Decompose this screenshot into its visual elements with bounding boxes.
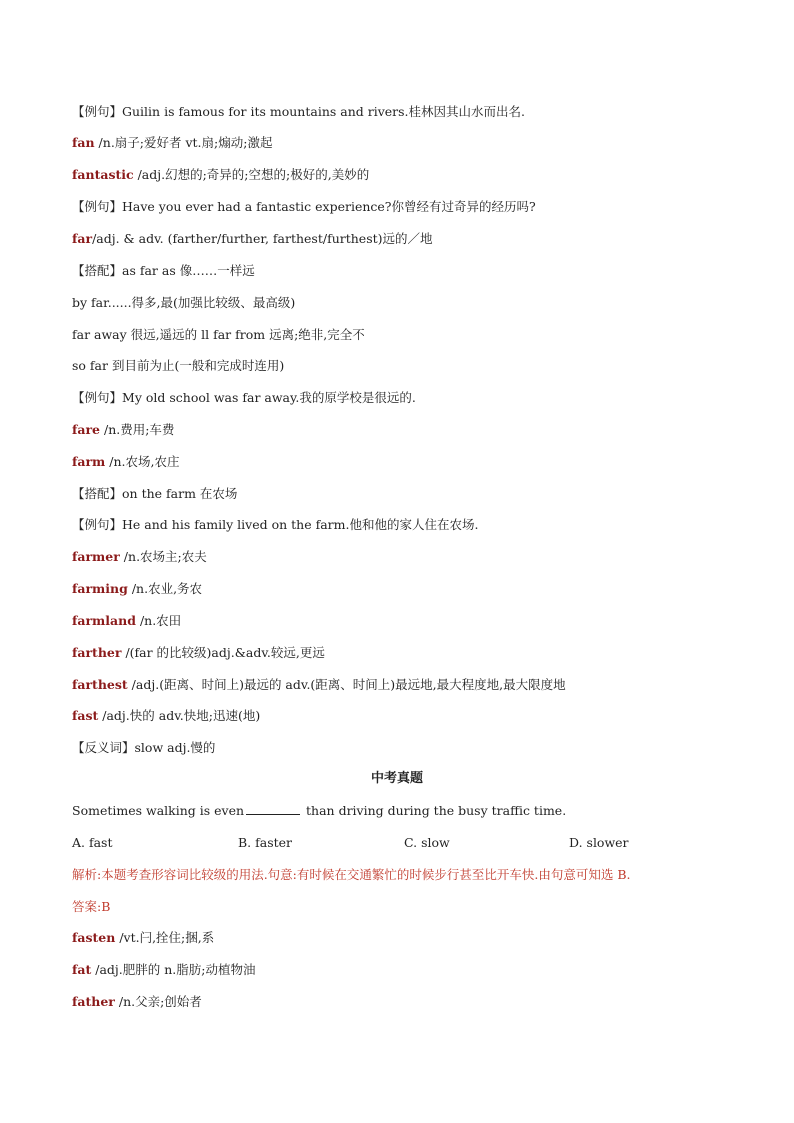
label: 【例句】 — [72, 199, 123, 214]
collocation-line: 【搭配】on the farm 在农场 — [72, 486, 238, 501]
headword: farther — [72, 645, 122, 660]
collocation-line: by far......得多,最(加强比较级、最高级) — [72, 295, 296, 310]
headword: farming — [72, 581, 128, 596]
exam-answer: 答案:B — [72, 899, 111, 914]
headword: farmland — [72, 613, 136, 628]
headword: fare — [72, 422, 101, 437]
entry-fantastic: fantastic /adj.幻想的;奇异的;空想的;极好的,美妙的 — [72, 167, 370, 182]
entry-far: far/adj. & adv. (farther/further, farthest/furthest)远的／地 — [72, 231, 433, 246]
label: 【搭配】 — [72, 263, 123, 278]
entry-fat: fat /adj.肥胖的 n.脂肪;动植物油 — [72, 962, 256, 977]
entry-farm: farm /n.农场,农庄 — [72, 454, 180, 469]
headword: farthest — [72, 677, 128, 692]
exam-heading: 中考真题 — [370, 771, 423, 786]
exam-analysis: 解析:本题考查形容词比较级的用法.句意:有时候在交通繁忙的时候步行甚至比开车快.由句意可知选 B. — [72, 867, 631, 882]
option-d: D. slower — [569, 835, 629, 850]
antonym-line: 【反义词】slow adj.慢的 — [72, 740, 216, 755]
example-line: 【例句】Have you ever had a fantastic experience?你曾经有过奇异的经历吗? — [72, 199, 536, 214]
collocation-line: 【搭配】as far as 像……一样远 — [72, 263, 255, 278]
example-line: 【例句】Guilin is famous for its mountains and rivers.桂林因其山水而出名. — [72, 104, 526, 119]
example-line: 【例句】My old school was far away.我的原学校是很远的. — [72, 390, 416, 405]
entry-fasten: fasten /vt.闩,拴住;捆,系 — [72, 930, 215, 945]
label: 【例句】 — [72, 104, 123, 119]
option-b: B. faster — [238, 835, 293, 850]
headword: father — [72, 994, 115, 1009]
headword: fasten — [72, 930, 116, 945]
entry-father: father /n.父亲;创始者 — [72, 994, 202, 1009]
entry-fast: fast /adj.快的 adv.快地;迅速(地) — [72, 708, 261, 723]
entry-farming: farming /n.农业,务农 — [72, 581, 203, 596]
headword: fan — [72, 135, 95, 150]
headword: fast — [72, 708, 99, 723]
entry-farthest: farthest /adj.(距离、时间上)最远的 adv.(距离、时间上)最远地,最大程度地,最大限度地 — [72, 677, 566, 692]
headword: fantastic — [72, 167, 134, 182]
label: 【例句】 — [72, 390, 123, 405]
entry-farther: farther /(far 的比较级)adj.&adv.较远,更远 — [72, 645, 325, 660]
entry-fan: fan /n.扇子;爱好者 vt.扇;煽动;激起 — [72, 135, 273, 150]
headword: farm — [72, 454, 106, 469]
example-line: 【例句】He and his family lived on the farm.他和他的家人住在农场. — [72, 517, 479, 532]
entry-farmland: farmland /n.农田 — [72, 613, 182, 628]
answer-blank — [246, 803, 300, 815]
entry-fare: fare /n.费用;车费 — [72, 422, 175, 437]
label: 【搭配】 — [72, 486, 123, 501]
exam-question: Sometimes walking is even than driving during the busy traffic time. — [72, 803, 567, 818]
option-c: C. slow — [404, 835, 450, 850]
option-a: A. fast — [72, 835, 113, 850]
collocation-line: so far 到目前为止(一般和完成时连用) — [72, 358, 285, 373]
label: 【反义词】 — [72, 740, 135, 755]
collocation-line: far away 很远,遥远的 ll far from 远离;绝非,完全不 — [72, 327, 365, 342]
headword: fat — [72, 962, 92, 977]
headword: farmer — [72, 549, 120, 564]
entry-farmer: farmer /n.农场主;农夫 — [72, 549, 207, 564]
headword: far — [72, 231, 93, 246]
label: 【例句】 — [72, 517, 123, 532]
